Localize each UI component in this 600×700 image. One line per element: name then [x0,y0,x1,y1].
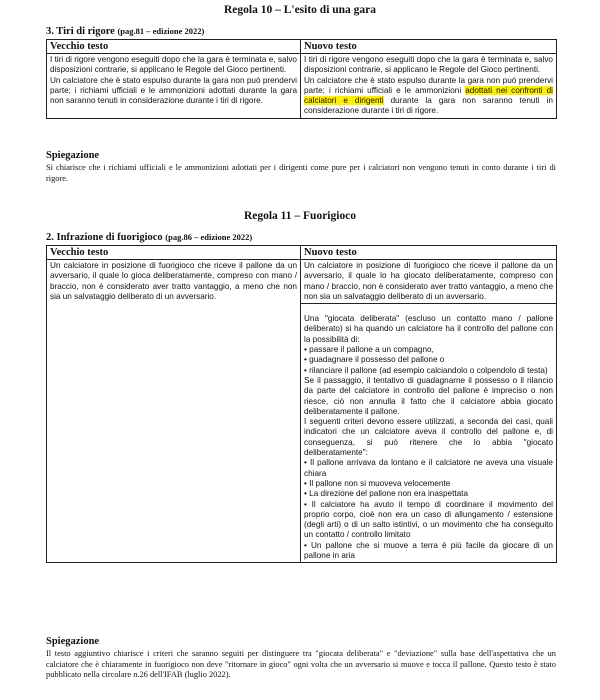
rule11-old-header: Vecchio testo [47,246,301,260]
rule10-old-p1: I tiri di rigore vengono eseguiti dopo che la gara è terminata e, salvo disposizioni contrarie, si applicano le Regole del Gioco pertinenti. [50,55,297,75]
rule10-highlighted-text: adottati nei confronti di calciatori e dirigenti [304,85,553,106]
rule10-old-text [47,54,301,119]
rule11-new-bullet-2: • guadagnare il possesso del pallone o [304,355,445,365]
rule11-new-criterion-2: • Il pallone non si muoveva velocemente [304,478,451,488]
rule10-new-p2-after: durante la gara non saranno tenuti in considerazione durante i tiri di rigore. [304,96,553,116]
rule11-new-text [301,260,557,563]
rule10-explanation-text: Si chiarisce che i richiami ufficiali e le ammonizioni adottati per i dirigenti come pure per i calciatori non vengono tenuti in conto durante i tiri di rigore. [46,163,556,183]
rule11-divider [301,303,556,304]
rule10-new-p2-before: Un calciatore che è stato espulso durante la gara non può prendervi parte; i richiami ufficiali e le ammonizioni [304,75,553,95]
rule10-section-name: 3. Tiri di rigore [46,26,115,37]
rule10-section-title [46,26,204,37]
rule11-new-criterion-5: • Un pallone che si muove a terra è più facile da giocare di un pallone in aria [304,540,553,561]
rule11-explanation-text: Il testo aggiuntivo chiarisce i criteri che saranno seguiti per distinguere tra "giocata deliberata" e "deviazione" sulla base dell'aspettativa che un calciatore che è chiaramente in fuorigioco non deve "ritornare in gioco" ogni volta che un avversario si muove e tocca il pallone. Questo testo è stato pubblicato nella circolare n.26 dell'IFAB (luglio 2022). [46,649,556,679]
rule11-explanation-title: Spiegazione [46,636,100,647]
rule11-section-note: (pag.86 – edizione 2022) [165,232,253,242]
rule11-section-name: 2. Infrazione di fuorigioco [46,232,163,243]
rule11-section-title [46,232,252,243]
rule11-old-p1: Un calciatore in posizione di fuorigioco che riceve il pallone da un avversario, il quale lo gioca deliberatamente, compreso con mano / braccio, non è considerato aver tratto vantaggio, a meno che non sia un salvataggio deliberato di un avversario. [50,261,297,301]
rule11-new-p3: Se il passaggio, il tentativo di guadagnarne il possesso o il rilancio da parte del calciatore in controllo del pallone è impreciso o non riesce, ciò non annulla il fatto che il calciatore abbia giocato deliberatamente il pallone. [304,375,553,416]
rule10-section-note: (pag.81 – edizione 2022) [117,26,205,36]
rule11-new-p2: Una "giocata deliberata" (escluso un contatto mano / pallone deliberato) si ha quando un calciatore ha il controllo del pallone con la possibilità di: [304,314,553,344]
rule10-explanation-title: Spiegazione [46,150,100,161]
rule11-comparison-table [46,245,557,563]
rule10-new-text [301,54,557,119]
rule11-title: Regola 11 – Fuorigioco [243,210,357,222]
rule11-new-criterion-4: • Il calciatore ha avuto il tempo di coordinare il movimento del proprio corpo, cioè non era un caso di allungamento / estensione (degli arti) o di un salto istintivi, o un movimento che ha conseguito un contatto / controllo limitato [304,499,553,540]
rule10-old-p2: Un calciatore che è stato espulso durante la gara non può prendervi parte; i richiami ufficiali e le ammonizioni adottati durante la gara non saranno tenuti in considerazione durante i tiri di rigore. [50,75,297,106]
rule11-new-bullet-3: • rilanciare il pallone (ad esempio calciandolo o colpendolo di testa) [304,365,548,375]
rule10-title: Regola 10 – L'esito di una gara [223,4,377,16]
rule11-new-header: Nuovo testo [301,246,557,260]
rule10-comparison-table [46,39,557,119]
rule10-new-header: Nuovo testo [301,40,557,54]
rule11-new-bullet-1: • passare il pallone a un compagno, [304,345,434,355]
rule10-new-p2 [304,76,553,117]
rule11-new-criterion-1: • Il pallone arrivava da lontano e il calciatore ne aveva una visuale chiara [304,458,553,478]
rule10-old-header: Vecchio testo [47,40,301,54]
rule11-old-text [47,260,301,563]
rule10-new-p1: I tiri di rigore vengono eseguiti dopo che la gara è terminata e, salvo disposizioni contrarie, si applicano le Regole del Gioco pertinenti. [304,55,553,75]
rule11-new-p4: I seguenti criteri devono essere utilizzati, a seconda dei casi, quali indicatori che un calciatore aveva il controllo del pallone e, di conseguenza, si può ritenere che lo abbia "giocato deliberatamente": [304,417,553,458]
rule11-new-criterion-3: • La direzione del pallone non era inaspettata [304,489,469,499]
rule11-new-p1: Un calciatore in posizione di fuorigioco che riceve il pallone da un avversario, il quale lo ha giocato deliberatamente, compreso con mano / braccio, non è considerato aver tratto vantaggio, a meno che non sia un salvataggio deliberato di un avversario. [304,261,553,301]
